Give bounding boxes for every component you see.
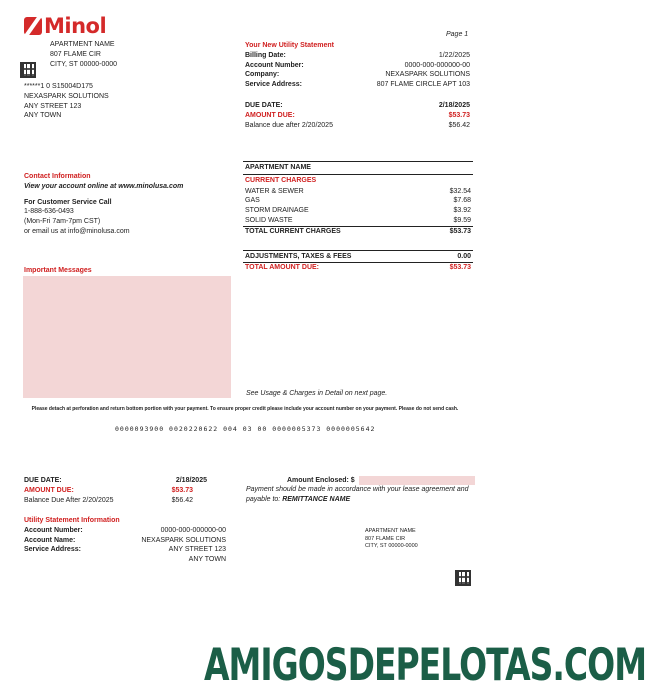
adjustments-label: ADJUSTMENTS, TAXES & FEES xyxy=(245,252,352,260)
phone-number: 1-888-636-0493 xyxy=(24,208,74,216)
total-current-value: $53.73 xyxy=(449,227,471,235)
recipient-line: ******1 0 S15004D175 xyxy=(24,83,93,90)
charge-label: WATER & SEWER xyxy=(245,187,304,195)
total-current-label: TOTAL CURRENT CHARGES xyxy=(245,227,341,235)
charge-label: GAS xyxy=(245,197,260,205)
service-address-row xyxy=(245,80,470,90)
mailing-line: APARTMENT NAME xyxy=(50,41,115,48)
stub-due-date-row xyxy=(24,476,207,486)
remit-address xyxy=(365,528,418,551)
charge-row xyxy=(243,216,473,226)
charge-value: $32.54 xyxy=(449,187,471,195)
field-value: 0000-000-000000-00 xyxy=(404,61,470,69)
online-account-text: View your account online at www.minolusa.com xyxy=(24,182,184,190)
info-label: Service Address: xyxy=(24,546,81,554)
utility-info-title: Utility Statement Information xyxy=(24,517,120,524)
info-row xyxy=(24,536,226,546)
minol-logo xyxy=(24,16,106,36)
charge-value: $7.68 xyxy=(453,197,471,205)
service-hours: (Mon-Fri 7am-7pm CST) xyxy=(24,218,101,226)
info-value: ANY STREET 123 xyxy=(168,546,226,554)
due-date-row xyxy=(245,101,470,111)
charge-row xyxy=(243,187,473,197)
statement-title: Your New Utility Statement xyxy=(245,42,334,49)
service-address-line2: ANY TOWN xyxy=(188,556,226,564)
field-label: Billing Date: xyxy=(245,51,286,59)
charge-row xyxy=(243,206,473,216)
remit-line: CITY, ST 00000-0000 xyxy=(365,543,418,550)
info-label: Account Name: xyxy=(24,536,76,544)
amount-due-label: AMOUNT DUE: xyxy=(245,111,295,119)
mailing-address xyxy=(50,40,117,69)
info-value: 0000-000-000000-00 xyxy=(160,526,226,534)
payable-to: REMITTANCE NAME xyxy=(282,495,351,503)
amount-due-row xyxy=(245,111,470,121)
minol-logo-icon xyxy=(24,17,42,35)
field-label: Service Address: xyxy=(245,81,302,89)
balance-after-row xyxy=(245,121,470,131)
charge-value: $3.92 xyxy=(453,207,471,215)
info-label: Account Number: xyxy=(24,526,83,534)
important-messages-title: Important Messages xyxy=(24,267,92,274)
stub-amount-due-label: AMOUNT DUE: xyxy=(24,486,74,494)
customer-service-title: For Customer Service Call xyxy=(24,198,112,206)
field-value: 807 FLAME CIRCLE APT 103 xyxy=(376,81,470,89)
field-label: Company: xyxy=(245,71,280,79)
total-due-value: $53.73 xyxy=(449,264,471,272)
detach-note: Please detach at perforation and return bottom portion with your payment. To ensure proper credit please include your account number on your payment. Please do not send cash. xyxy=(31,406,459,412)
remit-line: 807 FLAME CIR xyxy=(365,535,406,542)
recipient-line: ANY TOWN xyxy=(24,112,62,120)
stub-balance-after-row xyxy=(24,496,207,506)
payment-note-text: Payment should be made in accordance with your lease agreement and payable to: xyxy=(246,486,469,503)
field-value: 1/22/2025 xyxy=(438,51,470,59)
adjustments-value: 0.00 xyxy=(457,252,471,260)
mailing-line: CITY, ST 00000-0000 xyxy=(50,60,118,68)
payment-barcode-line: 0000093900 0020220622 004 03 00 0000005373 0000005642 xyxy=(115,425,376,433)
current-charges-title: CURRENT CHARGES xyxy=(245,176,317,184)
due-date-value: 2/18/2025 xyxy=(438,101,470,109)
stub-due-date-value: 2/18/2025 xyxy=(175,477,207,484)
recipient-line: ANY STREET 123 xyxy=(24,102,82,110)
stub-due-date-label: DUE DATE: xyxy=(24,477,62,484)
utility-statement-info xyxy=(24,516,226,565)
recipient-address xyxy=(24,82,109,121)
info-row xyxy=(24,545,226,555)
apartment-label: APARTMENT NAME xyxy=(245,164,311,171)
contact-information xyxy=(24,172,183,237)
adjustments-row xyxy=(243,251,473,263)
field-label: Account Number: xyxy=(245,61,304,69)
total-due-label: TOTAL AMOUNT DUE: xyxy=(245,264,320,272)
field-value: NEXASPARK SOLUTIONS xyxy=(385,71,470,79)
balance-after-label: Balance due after 2/20/2025 xyxy=(245,121,333,129)
logo-text: Minol xyxy=(44,14,107,38)
charge-label: SOLID WASTE xyxy=(245,216,293,224)
total-due-row xyxy=(243,263,473,273)
contact-title: Contact Information xyxy=(24,173,91,180)
payment-note xyxy=(246,485,476,505)
charge-row xyxy=(243,196,473,206)
stub-amount-due-row xyxy=(24,486,207,496)
charges-table xyxy=(243,161,473,273)
watermark-text: AMIGOSDEPELOTAS.COM xyxy=(204,638,646,691)
due-date-label: DUE DATE: xyxy=(245,101,283,109)
statement-summary xyxy=(245,41,470,130)
amount-enclosed-input[interactable] xyxy=(359,476,475,485)
info-row xyxy=(24,526,226,536)
important-messages-box xyxy=(23,276,231,398)
qr-code-icon xyxy=(455,570,471,586)
charge-value: $9.59 xyxy=(453,216,471,224)
stub-balance-after-label: Balance Due After 2/20/2025 xyxy=(24,496,114,504)
qr-code-icon xyxy=(20,62,36,78)
total-current-row xyxy=(243,227,473,237)
info-value: NEXASPARK SOLUTIONS xyxy=(141,536,226,544)
remit-line: APARTMENT NAME xyxy=(365,528,416,534)
email-text: or email us at info@minolusa.com xyxy=(24,227,130,235)
company-row xyxy=(245,70,470,80)
billing-date-row xyxy=(245,51,470,61)
stub-amount-due-value: $53.73 xyxy=(171,486,193,494)
amount-enclosed-label: Amount Enclosed: $ xyxy=(287,477,355,484)
stub-due-block xyxy=(24,476,207,505)
balance-after-value: $56.42 xyxy=(448,121,470,129)
charge-label: STORM DRAINAGE xyxy=(245,207,309,215)
mailing-line: 807 FLAME CIR xyxy=(50,50,101,58)
see-usage-note: See Usage & Charges in Detail on next page. xyxy=(246,390,388,397)
page-number: Page 1 xyxy=(446,31,469,38)
account-number-row xyxy=(245,61,470,71)
stub-balance-after-value: $56.42 xyxy=(171,496,193,504)
recipient-line: NEXASPARK SOLUTIONS xyxy=(24,92,109,100)
amount-due-value: $53.73 xyxy=(448,111,470,119)
